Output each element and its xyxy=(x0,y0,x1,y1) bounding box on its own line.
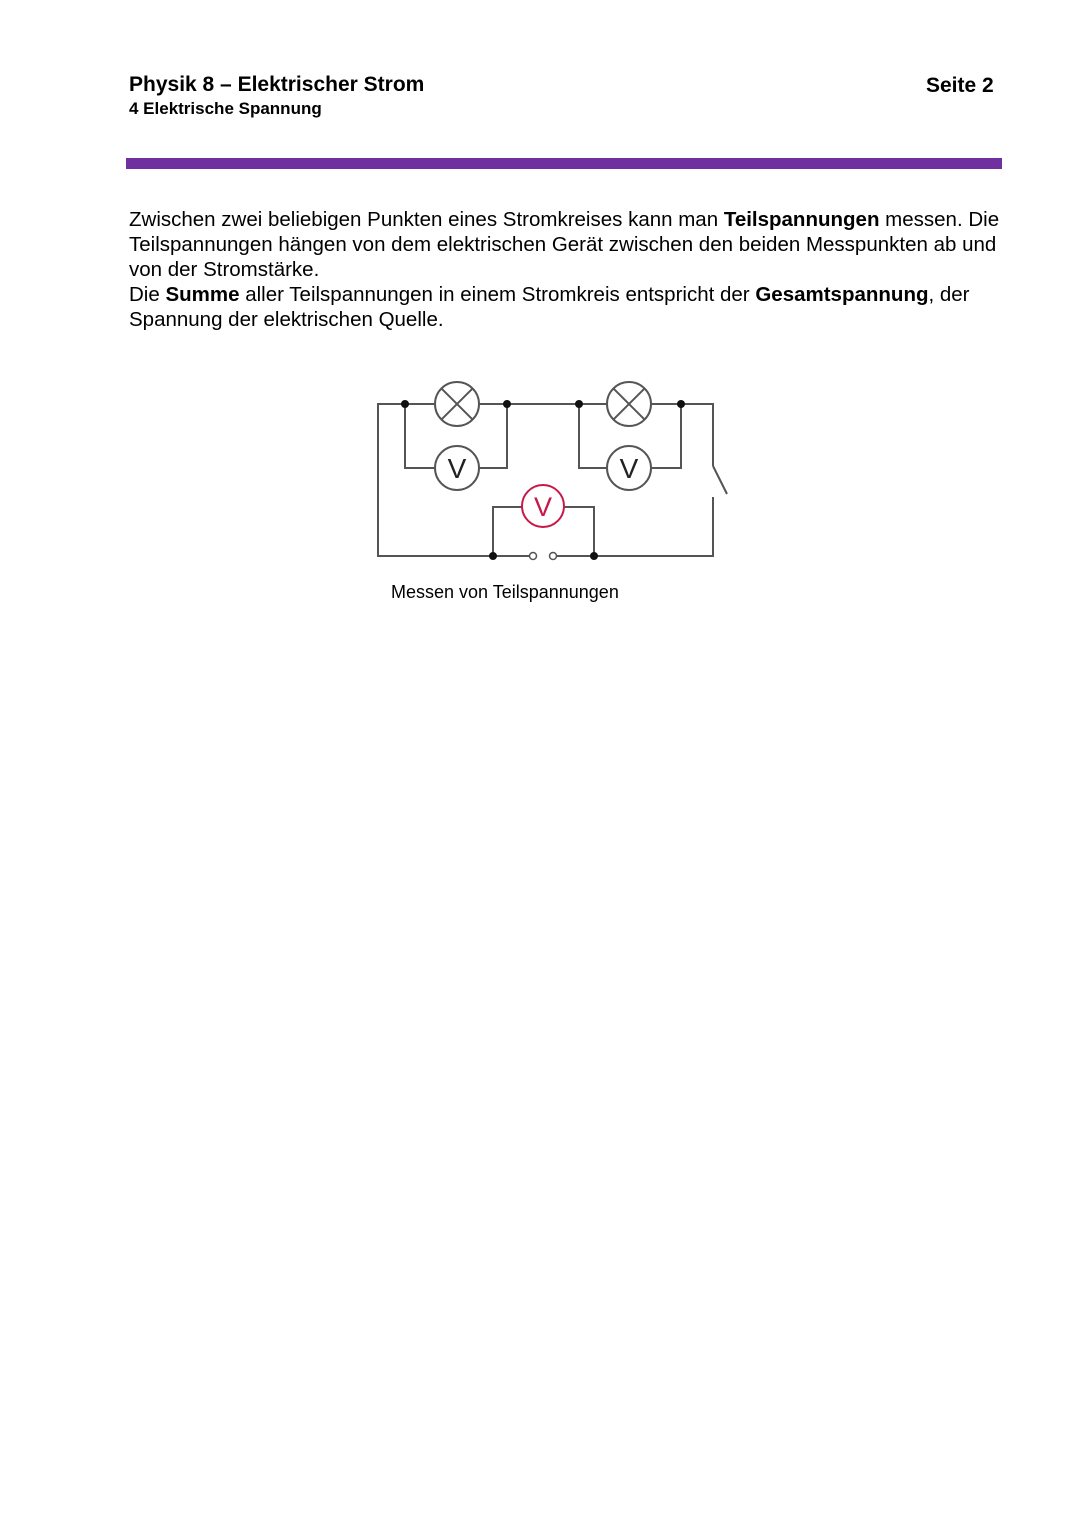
figure-caption: Messen von Teilspannungen xyxy=(391,582,619,602)
lamp-icon xyxy=(607,382,651,426)
header-title: Physik 8 – Elektrischer Strom xyxy=(129,73,425,96)
wire-segment xyxy=(479,404,507,468)
battery-terminal-icon xyxy=(550,553,557,560)
junction-dot xyxy=(590,552,598,560)
voltmeter-total-label: V xyxy=(533,492,553,522)
lamp-icon xyxy=(435,382,479,426)
voltmeter-icon xyxy=(607,446,651,490)
wire-voltmeter-1 xyxy=(405,404,435,468)
wire-right-bottom xyxy=(595,497,713,556)
text-segment: messen. Die Teilspannungen hängen von dem elektrischen Gerät zwischen den beiden Messpunkten ab und von der Stromstärke. xyxy=(129,208,1000,281)
header-subtitle: 4 Elektrische Spannung xyxy=(129,99,322,118)
text-segment: aller Teilspannungen in einem Stromkreis entspricht der xyxy=(239,283,756,306)
wire-top-right xyxy=(681,404,713,466)
term-summe: Summe xyxy=(165,283,240,306)
term-teilspannungen: Teilspannungen xyxy=(723,208,880,231)
body-text xyxy=(129,207,1009,332)
voltmeter-label: V xyxy=(447,453,467,484)
voltmeter-total-icon xyxy=(522,485,564,527)
wire-voltmeter-2 xyxy=(579,404,607,468)
switch-icon xyxy=(713,466,727,494)
voltmeter-icon xyxy=(435,446,479,490)
text-segment: Die xyxy=(129,283,166,306)
junction-dot xyxy=(401,400,409,408)
wire-voltmeter-total xyxy=(493,507,522,556)
circuit-diagram xyxy=(365,372,735,572)
junction-dot xyxy=(489,552,497,560)
junction-dot xyxy=(503,400,511,408)
voltmeter-label: V xyxy=(619,453,639,484)
wire-segment xyxy=(565,507,594,556)
page-number: Seite 2 xyxy=(926,74,994,97)
text-segment: Zwischen zwei beliebigen Punkten eines Stromkreises kann man xyxy=(129,208,724,231)
accent-bar xyxy=(126,158,1002,169)
wire-segment xyxy=(651,404,681,468)
junction-dot xyxy=(677,400,685,408)
junction-dot xyxy=(575,400,583,408)
battery-terminal-icon xyxy=(530,553,537,560)
text-segment: , der Spannung der elektrischen Quelle. xyxy=(129,283,970,331)
term-gesamtspannung: Gesamtspannung xyxy=(755,283,929,306)
